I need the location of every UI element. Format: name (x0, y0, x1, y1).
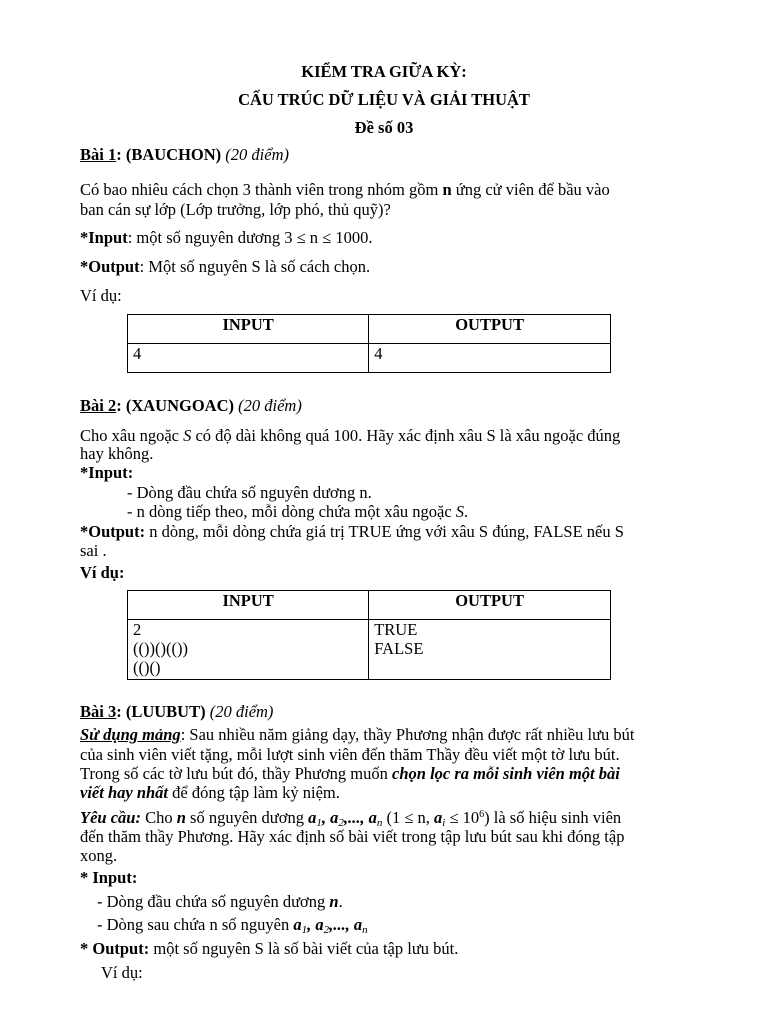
bai3-requirement-line1: Yêu cầu: Cho n số nguyên dương $a_1$, $a_2$,..., $a_n$ (1 ≤ n, $a_i \le 10^6$) là số hiệu sinh viên (80, 808, 622, 829)
bai3-para1-line4: viết hay nhất để đóng tập làm kỷ niệm. (80, 783, 340, 802)
table-header-output: OUTPUT (369, 591, 611, 620)
bai2-desc-line2: hay không. (80, 444, 154, 463)
bai2-example-label: Ví dụ: (80, 563, 125, 582)
table-header-input: INPUT (128, 591, 369, 620)
bai3-input-label: * Input: (80, 868, 138, 887)
table-header-input: INPUT (128, 315, 369, 344)
bai1-example-label: Ví dụ: (80, 286, 122, 305)
bai2-heading: Bài 2: (XAUNGOAC) (20 điểm) (80, 396, 302, 415)
bai2-example-table (127, 590, 611, 680)
table-header-output: OUTPUT (369, 315, 611, 344)
table-cell-input: 2 (())()(()) (()() (128, 620, 369, 680)
bai3-para1-line2: của sinh viên viết tặng, mỗi lượt sinh viên đến thăm Thầy đều viết một tờ lưu bút. (80, 745, 620, 764)
bai1-example-table (127, 314, 611, 373)
bai1-desc-line1: Có bao nhiêu cách chọn 3 thành viên trong nhóm gồm n ứng cử viên để bầu vào (80, 180, 610, 199)
bai3-requirement-line3: xong. (80, 846, 118, 865)
bai1-heading: Bài 1: (BAUCHON) (20 điểm) (80, 145, 289, 164)
bai2-input-item1: - Dòng đầu chứa số nguyên dương n. (127, 483, 372, 502)
table-cell-output: 4 (369, 344, 611, 373)
bai3-heading: Bài 3: (LUUBUT) (20 điểm) (80, 702, 274, 721)
bai3-para1-line1: Sử dụng mảng: Sau nhiều năm giảng dạy, thầy Phương nhận được rất nhiều lưu bút (80, 725, 635, 744)
bai1-input: *Input: một số nguyên dương 3 ≤ n ≤ 1000. (80, 228, 373, 247)
bai2-desc-line1: Cho xâu ngoặc S có độ dài không quá 100. Hãy xác định xâu S là xâu ngoặc đúng (80, 426, 621, 445)
bai2-input-item2: - n dòng tiếp theo, mỗi dòng chứa một xâu ngoặc S. (127, 502, 469, 521)
bai2-output-line2: sai . (80, 541, 107, 560)
table-cell-input: 4 (128, 344, 369, 373)
bai3-para1-line3: Trong số các tờ lưu bút đó, thầy Phương muốn chọn lọc ra mỗi sinh viên một bài (80, 764, 620, 783)
table-cell-output: TRUE FALSE (369, 620, 611, 680)
bai3-requirement-line2: đến thăm thầy Phương. Hãy xác định số bài viết trong tập lưu bút sau khi đóng tập (80, 827, 625, 846)
exam-number: Đề số 03 (354, 118, 414, 137)
bai3-input-item1: - Dòng đầu chứa số nguyên dương n. (97, 892, 343, 911)
exam-title: KIỂM TRA GIỮA KỲ: (301, 62, 467, 81)
bai3-input-item2: - Dòng sau chứa n số nguyên $a_1$, $a_2$,..., $a_n$ (97, 915, 368, 936)
bai2-input-label: *Input: (80, 463, 134, 482)
course-title: CẤU TRÚC DỮ LIỆU VÀ GIẢI THUẬT (238, 90, 530, 109)
bai2-output: *Output: n dòng, mỗi dòng chứa giá trị TRUE ứng với xâu S đúng, FALSE nếu S (80, 522, 624, 541)
bai1-output: *Output: Một số nguyên S là số cách chọn. (80, 257, 371, 276)
bai3-output: * Output: một số nguyên S là số bài viết của tập lưu bút. (80, 939, 459, 958)
bai1-desc-line2: ban cán sự lớp (Lớp trưởng, lớp phó, thủ quỹ)? (80, 200, 391, 219)
bai3-example-label: Ví dụ: (101, 963, 143, 982)
